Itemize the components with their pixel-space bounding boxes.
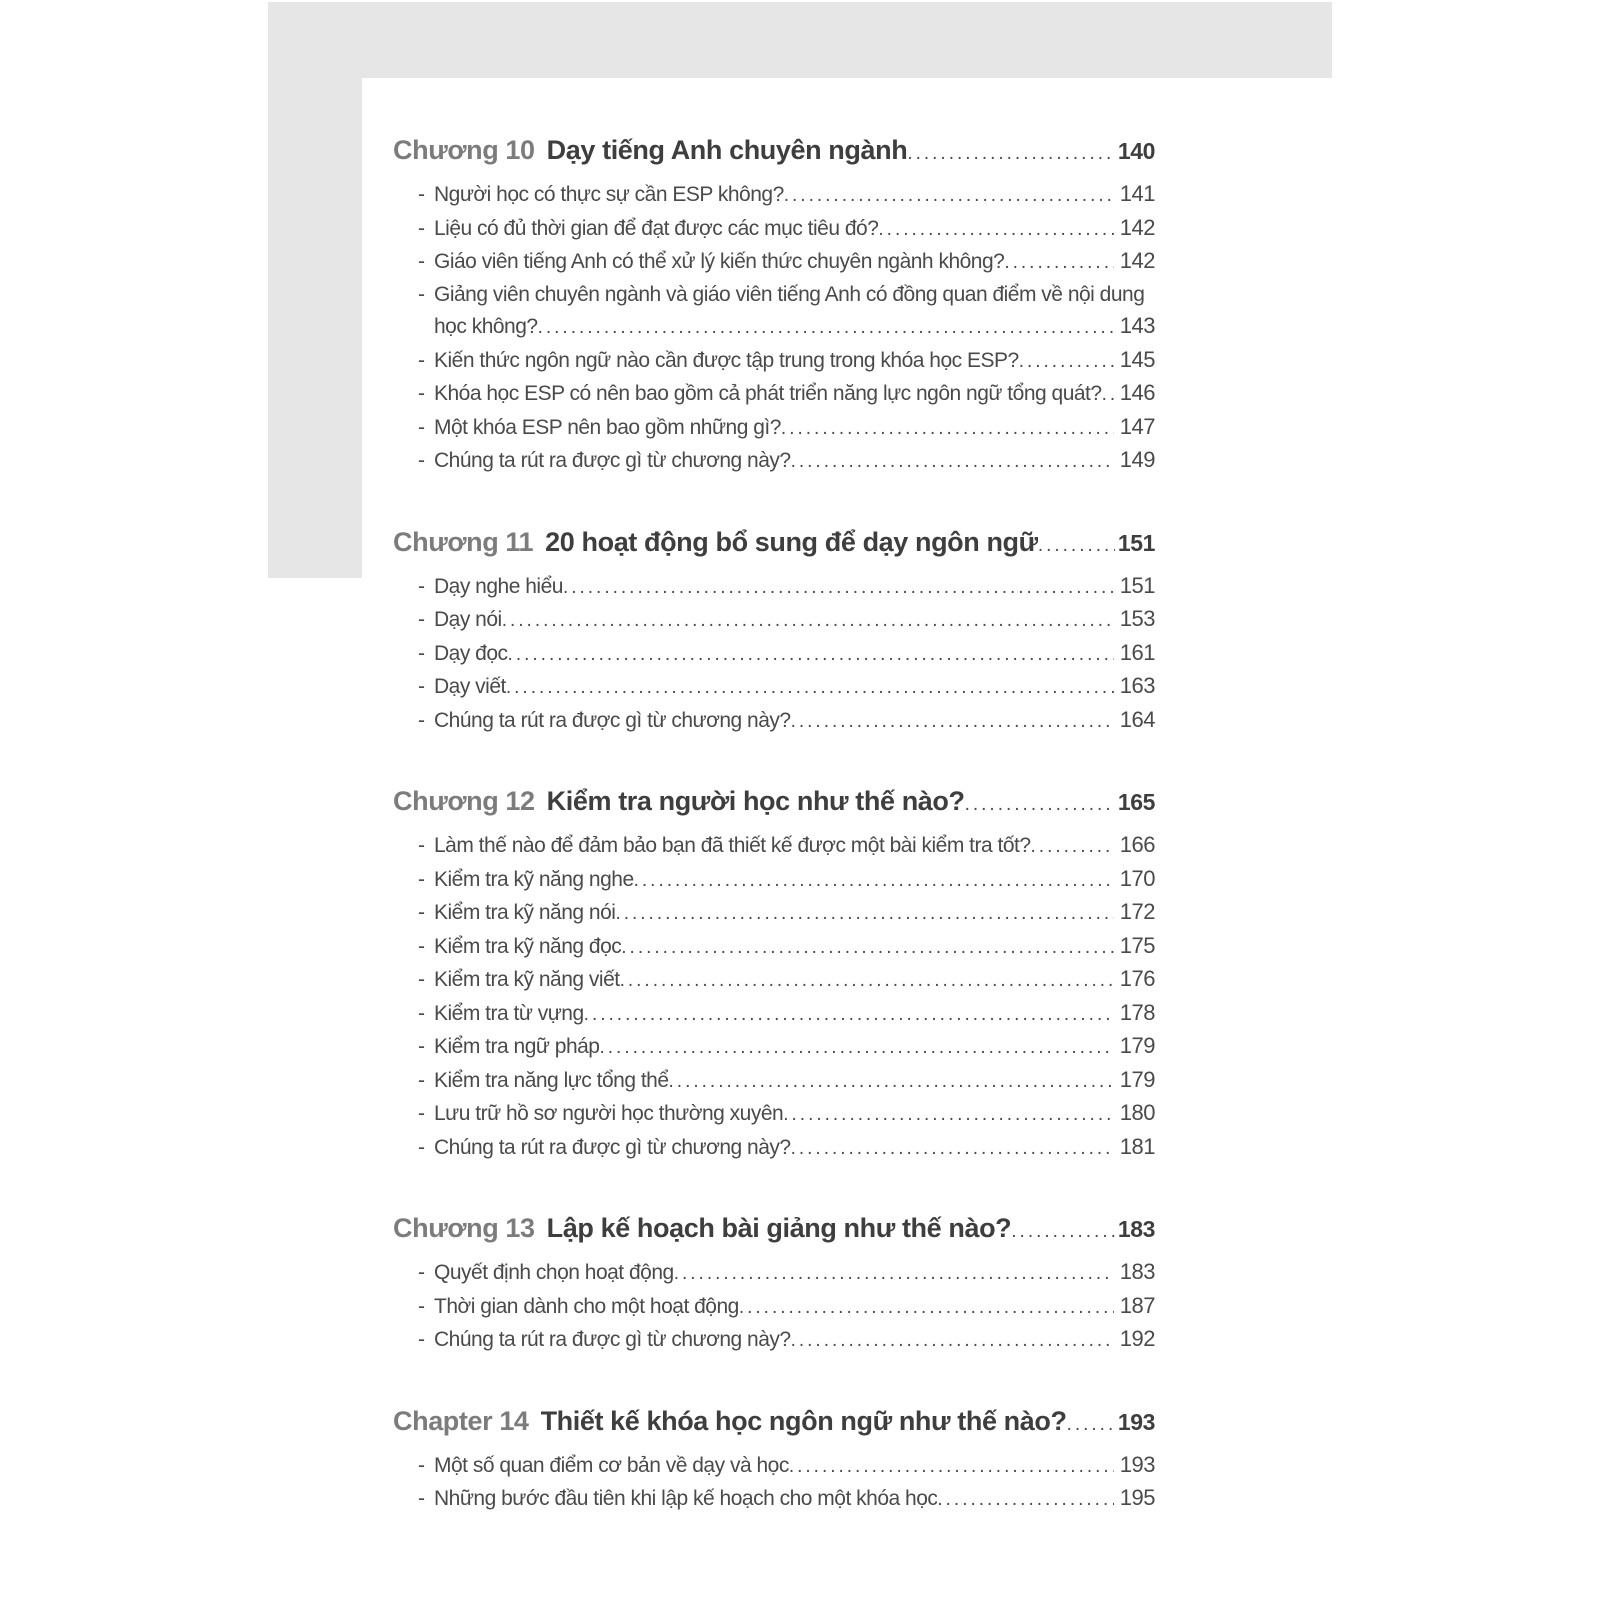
item-page-number: 163 (1119, 673, 1155, 698)
bullet-dash: - (418, 1135, 425, 1159)
item-label: Người học có thực sự cần ESP không? (434, 183, 784, 206)
table-of-contents (393, 132, 1155, 1516)
item-label: Một khóa ESP nên bao gồm những gì? (434, 415, 781, 439)
dot-leader (615, 898, 1113, 930)
chapter-title: Lập kế hoạch bài giảng như thế nào? (546, 1213, 1012, 1243)
toc-item-line (418, 997, 1155, 1031)
dot-leader (1102, 379, 1114, 411)
chapter-section (393, 132, 1155, 478)
toc-item-line (418, 1030, 1155, 1064)
item-label: Liệu có đủ thời gian để đạt được các mục tiêu đó? (434, 216, 879, 240)
dot-leader (739, 1292, 1114, 1324)
chapter-section (393, 783, 1155, 1164)
item-page-number: 175 (1119, 932, 1155, 958)
chapter-number: Chương 13 (393, 1213, 535, 1243)
toc-item-line (418, 279, 1155, 311)
chapter-title: 20 hoạt động bổ sung để dạy ngôn ngữ (545, 526, 1038, 557)
item-page-number: 187 (1119, 1292, 1155, 1318)
toc-item (393, 1256, 1155, 1290)
item-page-number: 151 (1119, 572, 1155, 598)
item-label: Kiến thức ngôn ngữ nào cần được tập trung trong khóa học ESP? (434, 348, 1019, 372)
toc-item (393, 570, 1155, 604)
toc-item-line (418, 603, 1155, 637)
bullet-dash: - (418, 1328, 425, 1351)
toc-item (393, 704, 1155, 738)
bullet-dash: - (418, 382, 425, 405)
dot-leader (584, 999, 1114, 1031)
toc-item (393, 411, 1155, 445)
dot-leader (563, 572, 1114, 604)
item-page-number: 179 (1119, 1066, 1155, 1092)
toc-item (393, 178, 1155, 212)
item-page-number: 146 (1119, 380, 1155, 405)
toc-item-line (418, 704, 1155, 738)
toc-item-line (418, 863, 1155, 897)
toc-item (393, 1449, 1155, 1483)
dot-leader (1004, 247, 1113, 279)
bullet-dash: - (418, 348, 425, 372)
toc-item-line (418, 829, 1155, 863)
bullet-dash: - (418, 183, 425, 206)
toc-item (393, 1290, 1155, 1324)
item-page-number: 180 (1119, 1100, 1155, 1125)
item-page-number: 141 (1119, 181, 1155, 206)
toc-item (393, 1030, 1155, 1064)
dot-leader (669, 1066, 1114, 1098)
item-page-number: 192 (1119, 1326, 1155, 1351)
dot-leader (907, 136, 1115, 172)
toc-item-line (418, 1064, 1155, 1098)
bullet-dash: - (418, 901, 425, 924)
chapter-title: Thiết kế khóa học ngôn ngữ như thế nào? (540, 1405, 1067, 1436)
toc-item-line (418, 963, 1155, 997)
item-label: Quyết định chọn hoạt động (434, 1261, 674, 1284)
chapter-title: Kiểm tra người học như thế nào? (546, 786, 965, 816)
bullet-dash: - (418, 641, 425, 665)
item-label: Kiểm tra ngữ pháp (434, 1035, 600, 1058)
toc-item-line (418, 1256, 1155, 1290)
toc-item (393, 637, 1155, 671)
item-page-number: 143 (1119, 313, 1155, 338)
toc-item-line (418, 570, 1155, 604)
chapter-heading (393, 524, 1155, 564)
chapter-number: Chapter 14 (393, 1405, 529, 1436)
toc-item-line (418, 1323, 1155, 1357)
item-page-number: 142 (1119, 214, 1155, 240)
item-label: Kiểm tra kỹ năng nghe (434, 867, 634, 891)
item-label: Dạy đọc (434, 641, 508, 665)
dot-leader (621, 932, 1114, 964)
toc-item (393, 670, 1155, 704)
item-page-number: 161 (1119, 639, 1155, 665)
bullet-dash: - (418, 708, 425, 732)
bullet-dash: - (418, 1102, 425, 1125)
toc-item (393, 603, 1155, 637)
item-label: Dạy nghe hiểu (434, 574, 563, 598)
item-label: Khóa học ESP có nên bao gồm cả phát triển năng lực ngôn ngữ tổng quát? (434, 382, 1102, 405)
bullet-dash: - (418, 250, 425, 273)
dot-leader (600, 1032, 1114, 1064)
item-page-number: 145 (1119, 346, 1155, 372)
bullet-dash: - (418, 282, 425, 306)
toc-item (393, 930, 1155, 964)
item-page-number: 183 (1119, 1259, 1155, 1284)
item-label: Kiểm tra từ vựng (434, 1001, 584, 1025)
toc-item (393, 863, 1155, 897)
dot-leader (789, 1451, 1114, 1483)
item-label: Chúng ta rút ra được gì từ chương này? (434, 1328, 791, 1351)
chapter-heading (393, 132, 1155, 172)
dot-leader (674, 1258, 1114, 1290)
item-page-number: 195 (1119, 1485, 1155, 1510)
chapter-page-number: 140 (1117, 138, 1155, 164)
dot-leader (508, 639, 1114, 671)
toc-item-line (418, 1449, 1155, 1483)
toc-item-line (418, 212, 1155, 246)
item-page-number: 142 (1119, 248, 1155, 273)
dot-leader (965, 787, 1115, 823)
item-label: Chúng ta rút ra được gì từ chương này? (434, 449, 791, 472)
item-page-number: 147 (1119, 413, 1155, 439)
bullet-dash: - (418, 1001, 425, 1025)
item-label-continued: học không? (434, 315, 538, 338)
dot-leader (1038, 528, 1115, 564)
toc-item-line (418, 444, 1155, 478)
toc-item-line (418, 1097, 1155, 1131)
toc-item (393, 279, 1155, 344)
toc-item-line (418, 377, 1155, 411)
chapter-number: Chương 12 (393, 786, 535, 816)
toc-item-line (418, 637, 1155, 671)
toc-item-line (418, 896, 1155, 930)
bullet-dash: - (418, 574, 425, 598)
toc-item (393, 1097, 1155, 1131)
toc-item (393, 829, 1155, 863)
toc-item-line (418, 930, 1155, 964)
item-page-number: 166 (1119, 832, 1155, 857)
toc-item-line (418, 1131, 1155, 1165)
toc-item (393, 1064, 1155, 1098)
item-label: Chúng ta rút ra được gì từ chương này? (434, 1135, 791, 1159)
bullet-dash: - (418, 675, 425, 698)
item-label: Giáo viên tiếng Anh có thể xử lý kiến thức chuyên ngành không? (434, 250, 1005, 273)
chapter-title: Dạy tiếng Anh chuyên ngành (546, 135, 908, 165)
toc-item (393, 377, 1155, 411)
toc-item (393, 997, 1155, 1031)
toc-item-continuation-line (418, 310, 1155, 344)
toc-item (393, 245, 1155, 279)
chapter-page-number: 151 (1117, 529, 1155, 556)
item-label: Dạy nói (434, 608, 502, 631)
item-page-number: 170 (1119, 865, 1155, 891)
bullet-dash: - (418, 1453, 425, 1477)
item-page-number: 153 (1119, 606, 1155, 631)
item-label: Thời gian dành cho một hoạt động (434, 1294, 739, 1318)
toc-item-line (418, 178, 1155, 212)
bullet-dash: - (418, 1035, 425, 1058)
toc-item (393, 1323, 1155, 1357)
toc-item-line (418, 411, 1155, 445)
dot-leader (791, 1133, 1114, 1165)
chapter-section (393, 1403, 1155, 1516)
item-page-number: 193 (1119, 1451, 1155, 1477)
item-label: Kiểm tra kỹ năng đọc (434, 934, 622, 958)
scan-edge-left-strip (268, 2, 362, 578)
toc-item-line (418, 670, 1155, 704)
toc-item-line (418, 1290, 1155, 1324)
item-label: Giảng viên chuyên ngành và giáo viên tiếng Anh có đồng quan điểm về nội dung (434, 282, 1145, 306)
toc-item (393, 444, 1155, 478)
toc-item (393, 212, 1155, 246)
dot-leader (634, 865, 1114, 897)
dot-leader (620, 965, 1114, 997)
item-label: Chúng ta rút ra được gì từ chương này? (434, 708, 791, 732)
toc-item-line (418, 344, 1155, 378)
chapter-page-number: 193 (1117, 1408, 1155, 1435)
dot-leader (878, 214, 1113, 246)
chapter-section (393, 1210, 1155, 1357)
dot-leader (791, 1325, 1114, 1357)
dot-leader (506, 672, 1114, 704)
bullet-dash: - (418, 1294, 425, 1318)
dot-leader (784, 180, 1114, 212)
bullet-dash: - (418, 867, 425, 891)
dot-leader (791, 706, 1114, 738)
bullet-dash: - (418, 968, 425, 991)
chapter-number: Chương 10 (393, 135, 535, 165)
toc-item (393, 896, 1155, 930)
dot-leader (1067, 1407, 1115, 1443)
scan-edge-top-band (268, 2, 1332, 78)
item-label: Một số quan điểm cơ bản về dạy và học (434, 1453, 789, 1477)
chapter-number: Chương 11 (393, 526, 534, 557)
dot-leader (783, 1099, 1114, 1131)
toc-item (393, 963, 1155, 997)
item-page-number: 181 (1119, 1133, 1155, 1159)
item-page-number: 179 (1119, 1033, 1155, 1058)
toc-item (393, 1482, 1155, 1516)
toc-item (393, 344, 1155, 378)
chapter-page-number: 165 (1117, 789, 1155, 815)
chapter-page-number: 183 (1117, 1216, 1155, 1242)
bullet-dash: - (418, 415, 425, 439)
item-label: Dạy viết (434, 675, 506, 698)
item-page-number: 176 (1119, 966, 1155, 991)
toc-item-line (418, 245, 1155, 279)
chapter-heading (393, 783, 1155, 823)
item-page-number: 172 (1119, 899, 1155, 924)
toc-item-line (418, 1482, 1155, 1516)
dot-leader (1031, 831, 1114, 863)
bullet-dash: - (418, 834, 425, 857)
item-label: Lưu trữ hồ sơ người học thường xuyên (434, 1102, 784, 1125)
dot-leader (538, 312, 1114, 344)
item-label: Kiểm tra năng lực tổng thể (434, 1068, 669, 1092)
bullet-dash: - (418, 1068, 425, 1092)
bullet-dash: - (418, 608, 425, 631)
item-label: Làm thế nào để đảm bảo bạn đã thiết kế được một bài kiểm tra tốt? (434, 834, 1031, 857)
bullet-dash: - (418, 216, 425, 240)
dot-leader (937, 1484, 1113, 1516)
item-label: Những bước đầu tiên khi lập kế hoạch cho một khóa học (434, 1487, 938, 1510)
chapter-heading (393, 1403, 1155, 1443)
bullet-dash: - (418, 449, 425, 472)
bullet-dash: - (418, 1487, 425, 1510)
bullet-dash: - (418, 1261, 425, 1284)
item-label: Kiểm tra kỹ năng viết (434, 968, 620, 991)
bullet-dash: - (418, 934, 425, 958)
dot-leader (1011, 1214, 1115, 1250)
dot-leader (791, 446, 1114, 478)
item-page-number: 178 (1119, 999, 1155, 1025)
dot-leader (1019, 346, 1114, 378)
dot-leader (502, 605, 1114, 637)
dot-leader (781, 413, 1114, 445)
item-page-number: 164 (1119, 706, 1155, 732)
item-page-number: 149 (1119, 447, 1155, 472)
chapter-heading (393, 1210, 1155, 1250)
chapter-section (393, 524, 1155, 738)
item-label: Kiểm tra kỹ năng nói (434, 901, 616, 924)
toc-item (393, 1131, 1155, 1165)
